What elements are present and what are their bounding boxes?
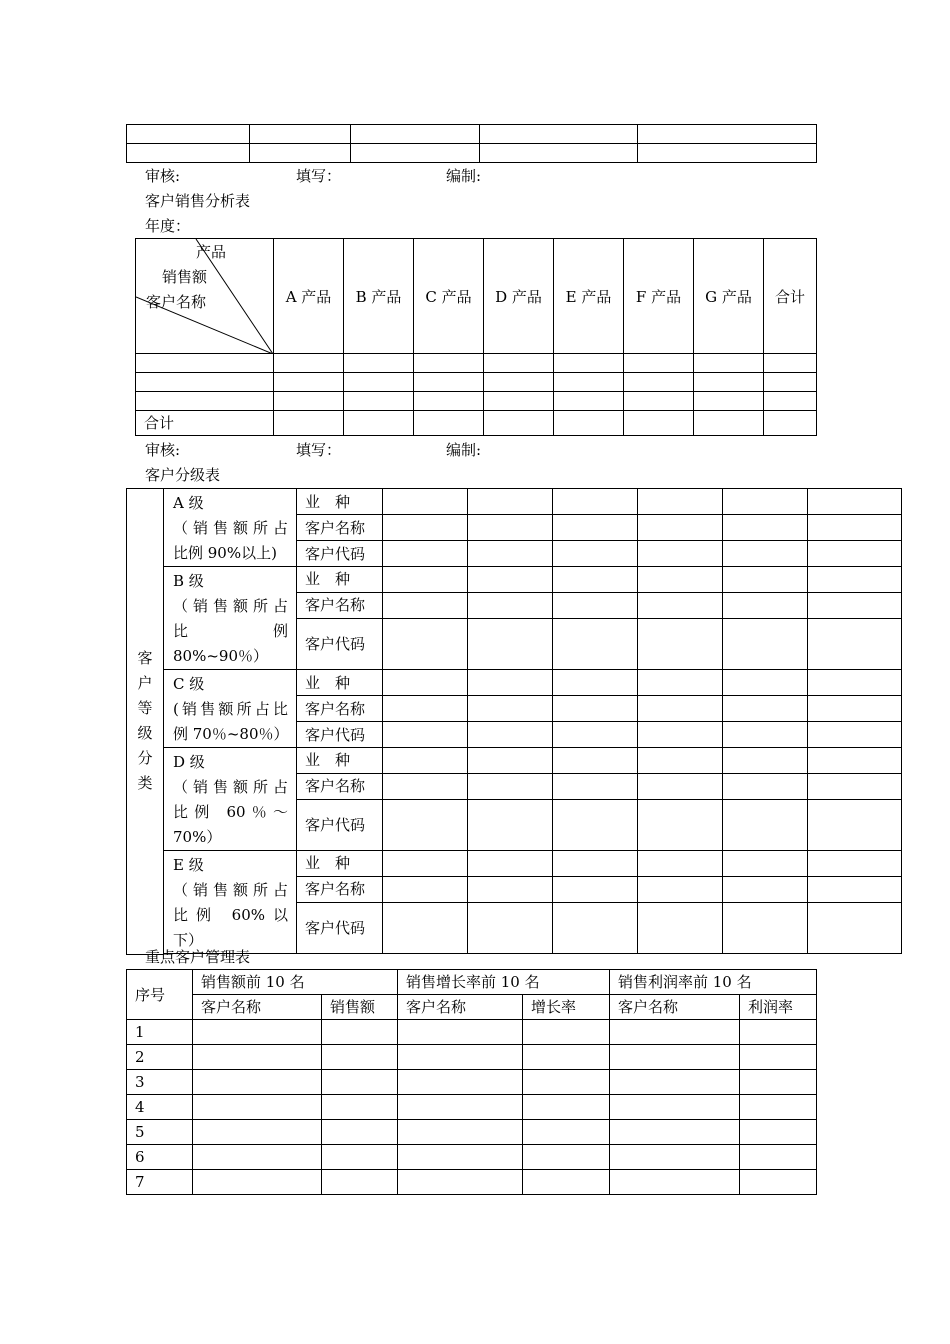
- group-header: 销售额前 10 名: [193, 970, 398, 995]
- table-row: [127, 1120, 817, 1145]
- row-number: 6: [127, 1145, 193, 1170]
- side-char: 类: [137, 774, 153, 793]
- grade-level-desc: （销售额所占: [173, 597, 288, 615]
- grade-level-name: B 级: [173, 572, 204, 590]
- sub-header: 增长率: [523, 995, 610, 1020]
- table-row: [127, 1045, 817, 1070]
- total-column-header: 合计: [764, 239, 817, 354]
- side-char: 等: [137, 699, 153, 718]
- field-customer-code: 客户代码: [297, 722, 383, 748]
- analysis-title: 客户销售分析表: [145, 192, 251, 210]
- table-row: [127, 1095, 817, 1120]
- signoff-fill: 填写：: [296, 441, 342, 459]
- grade-level-desc: 比例 60％～: [173, 803, 288, 821]
- product-header: C 产品: [414, 239, 484, 354]
- signoff-compile: 编制:: [446, 441, 482, 459]
- grade-level-desc: （销售额所占: [173, 778, 288, 796]
- table-row: [136, 373, 817, 392]
- grade-level-desc: 比例 90%以上): [173, 544, 277, 562]
- grade-level-cell: [164, 489, 297, 567]
- grade-level-cell: [164, 851, 297, 954]
- field-industry: 业 种: [297, 489, 383, 515]
- group-header: 销售利润率前 10 名: [610, 970, 817, 995]
- row-number: 5: [127, 1120, 193, 1145]
- corner-product: 产品: [196, 243, 227, 261]
- grade-side-label: [127, 489, 164, 955]
- signoff-review: 审核:: [145, 167, 181, 185]
- sub-header: 销售额: [322, 995, 398, 1020]
- group-header: 销售增长率前 10 名: [398, 970, 610, 995]
- grade-level-desc: 80%~90％）: [173, 647, 268, 665]
- field-customer-code: 客户代码: [297, 902, 383, 954]
- signoff-review: 审核:: [145, 441, 181, 459]
- seq-header: 序号: [127, 970, 193, 1020]
- field-customer-code: 客户代码: [297, 618, 383, 670]
- grade-level-cell: [164, 670, 297, 748]
- product-header: E 产品: [554, 239, 624, 354]
- top-partial-table: [126, 124, 817, 163]
- diagonal-header-cell: [136, 239, 274, 354]
- row-number: 7: [127, 1170, 193, 1195]
- row-number: 2: [127, 1045, 193, 1070]
- key-customer-table: [126, 969, 817, 1195]
- signoff-compile: 编制:: [446, 167, 482, 185]
- row-number: 1: [127, 1020, 193, 1045]
- total-row-label: 合计: [136, 411, 274, 436]
- customer-grading-table: [126, 488, 902, 955]
- product-header: D 产品: [484, 239, 554, 354]
- year-label: 年度：: [145, 217, 191, 235]
- field-customer-name: 客户名称: [297, 696, 383, 722]
- table-row: [127, 1145, 817, 1170]
- field-customer-code: 客户代码: [297, 541, 383, 567]
- corner-sales: 销售额: [162, 268, 208, 286]
- field-industry: 业 种: [297, 670, 383, 696]
- key-customer-title: 重点客户管理表: [145, 948, 251, 966]
- side-char: 级: [137, 724, 153, 743]
- grade-level-name: E 级: [173, 856, 204, 874]
- side-char: 户: [137, 674, 153, 693]
- table-row: [127, 1070, 817, 1095]
- table-row: [127, 1170, 817, 1195]
- grade-level-desc: （销售额所占: [173, 519, 288, 537]
- sub-header: 客户名称: [193, 995, 322, 1020]
- table-row: [136, 354, 817, 373]
- grade-level-name: D 级: [173, 753, 205, 771]
- table-row: [136, 392, 817, 411]
- sub-header: 客户名称: [610, 995, 740, 1020]
- grade-level-desc: 比例 60%以: [173, 906, 288, 924]
- field-customer-name: 客户名称: [297, 773, 383, 799]
- grading-title: 客户分级表: [145, 466, 221, 484]
- table-row: [127, 1020, 817, 1045]
- grade-level-desc: （销售额所占: [173, 881, 288, 899]
- grade-level-cell: [164, 748, 297, 851]
- total-row: [136, 411, 817, 436]
- sub-header: 利润率: [740, 995, 817, 1020]
- row-number: 4: [127, 1095, 193, 1120]
- signoff-fill: 填写：: [296, 167, 342, 185]
- grade-level-desc: 下）: [173, 931, 204, 949]
- product-header: G 产品: [694, 239, 764, 354]
- side-char: 客: [137, 649, 153, 668]
- product-header: B 产品: [344, 239, 414, 354]
- field-customer-name: 客户名称: [297, 515, 383, 541]
- corner-customer: 客户名称: [146, 293, 207, 311]
- product-header: F 产品: [624, 239, 694, 354]
- sub-header: 客户名称: [398, 995, 523, 1020]
- grade-level-name: C 级: [173, 675, 205, 693]
- grade-level-desc: 70%）: [173, 828, 222, 846]
- product-header: A 产品: [274, 239, 344, 354]
- sales-analysis-table: [135, 238, 817, 436]
- grade-level-cell: [164, 567, 297, 670]
- grade-level-name: A 级: [173, 494, 204, 512]
- grade-level-desc: 例 70％~80％）: [173, 725, 289, 743]
- side-char: 分: [137, 749, 153, 768]
- field-industry: 业 种: [297, 851, 383, 877]
- field-customer-name: 客户名称: [297, 592, 383, 618]
- field-industry: 业 种: [297, 748, 383, 774]
- row-number: 3: [127, 1070, 193, 1095]
- field-customer-name: 客户名称: [297, 876, 383, 902]
- field-customer-code: 客户代码: [297, 799, 383, 851]
- field-industry: 业 种: [297, 567, 383, 593]
- grade-level-desc: (销售额所占比: [173, 700, 288, 718]
- grade-level-desc: 比 例: [173, 622, 288, 640]
